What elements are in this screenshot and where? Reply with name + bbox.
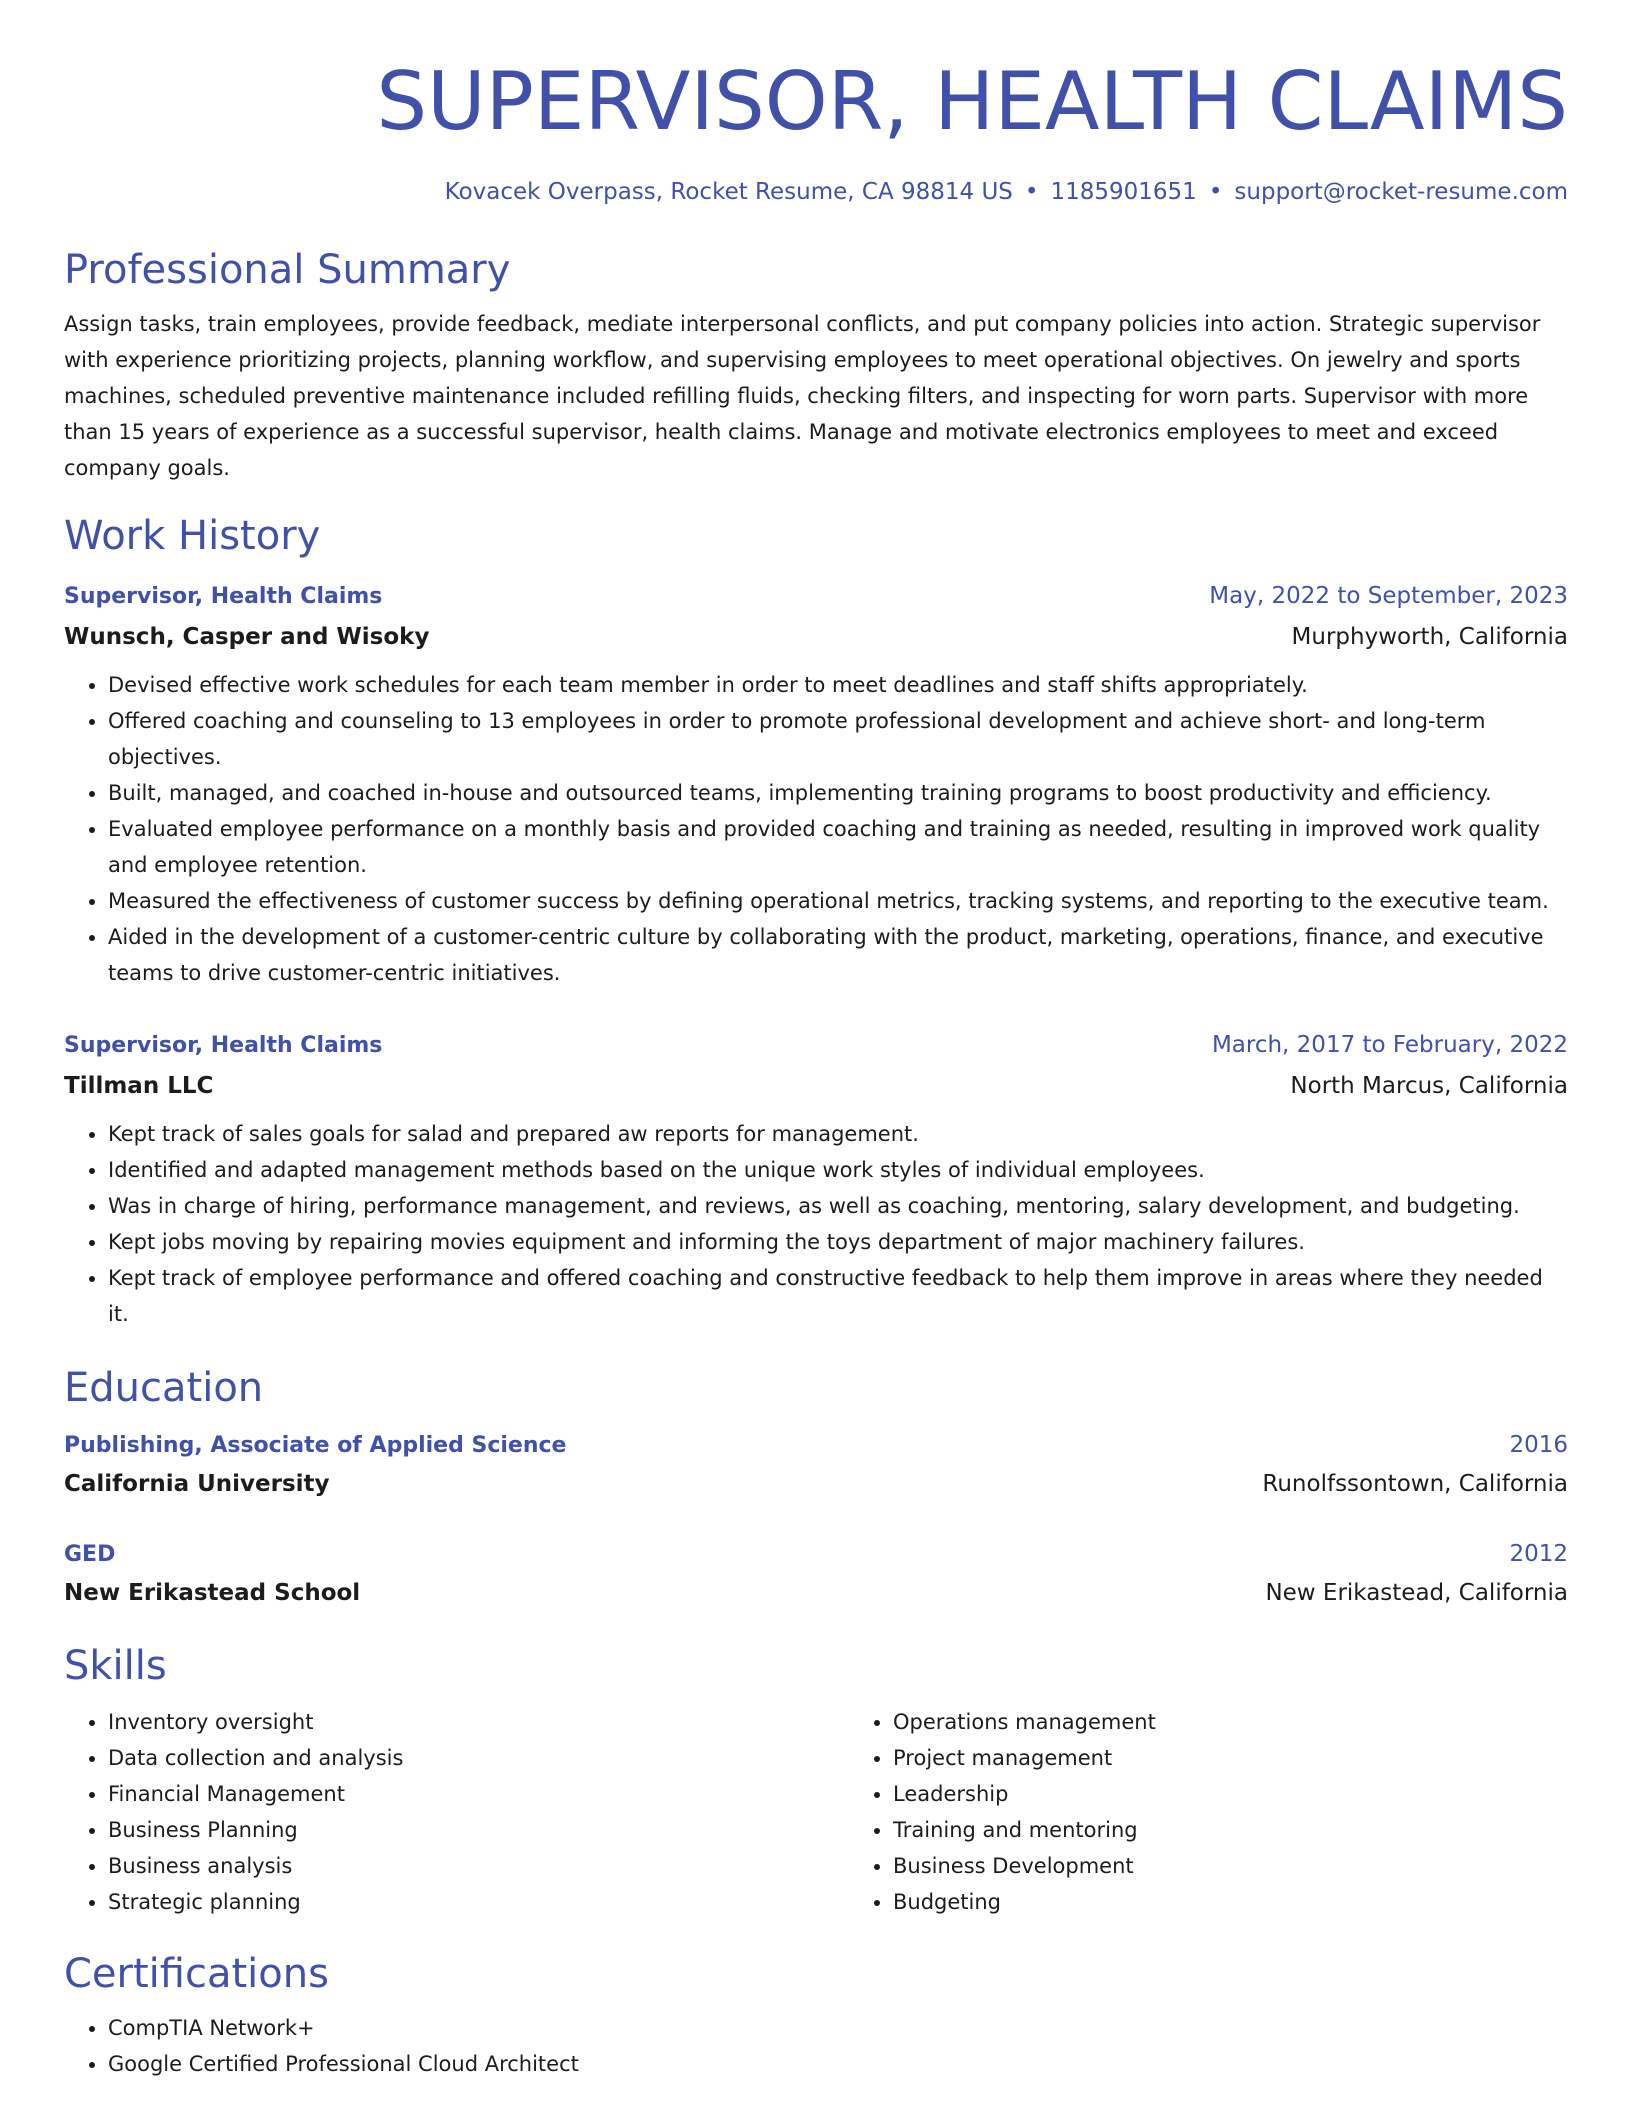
job-location: North Marcus, California bbox=[1290, 1073, 1568, 1099]
skills-section bbox=[64, 1640, 1568, 1920]
job-bullet: • Kept track of sales goals for salad and prepared aw reports for management. bbox=[108, 1116, 1568, 1152]
job-bullet: • Kept jobs moving by repairing movies equipment and informing the toys department of major machinery failures. bbox=[108, 1224, 1568, 1260]
job-position: Supervisor, Health Claims bbox=[64, 1033, 383, 1058]
education-location: Runolfssontown, California bbox=[1262, 1471, 1568, 1497]
section-title-certifications: Certifications bbox=[64, 1951, 329, 1997]
education-school: California University bbox=[64, 1471, 330, 1497]
contact-phone: 1185901651 bbox=[1050, 179, 1197, 205]
job-company-row bbox=[64, 1066, 1568, 1106]
certification-item: • Google Certified Professional Cloud Architect bbox=[108, 2046, 1568, 2082]
education-school: New Erikastead School bbox=[64, 1580, 361, 1606]
education-header-row bbox=[64, 1426, 1568, 1465]
skill-item: • Leadership bbox=[893, 1776, 1632, 1812]
job-bullets bbox=[64, 667, 1568, 991]
certifications-section bbox=[64, 1948, 1568, 2082]
job-bullet: • Aided in the development of a customer-centric culture by collaborating with the product, marketing, operations, finance, and executive teams to drive customer-centric initiatives. bbox=[108, 919, 1568, 991]
job-bullet: • Devised effective work schedules for each team member in order to meet deadlines and staff shifts appropriately. bbox=[108, 667, 1568, 703]
education-header-row bbox=[64, 1535, 1568, 1574]
job-position: Supervisor, Health Claims bbox=[64, 584, 383, 609]
skill-item: • Financial Management bbox=[108, 1776, 849, 1812]
skill-item: • Business Planning bbox=[108, 1812, 849, 1848]
job-header-row bbox=[64, 1025, 1568, 1066]
skills-list-left bbox=[64, 1704, 849, 1920]
skill-item: • Budgeting bbox=[893, 1884, 1632, 1920]
job-entry bbox=[64, 1025, 1568, 1332]
job-header-row bbox=[64, 576, 1568, 617]
section-title-summary: Professional Summary bbox=[64, 247, 511, 293]
job-bullet: • Measured the effectiveness of customer success by defining operational metrics, tracking systems, and reporting to the executive team. bbox=[108, 883, 1568, 919]
job-entry bbox=[64, 576, 1568, 991]
skill-item: • Inventory oversight bbox=[108, 1704, 849, 1740]
work-history-section bbox=[64, 510, 1568, 1332]
job-bullet: • Offered coaching and counseling to 13 employees in order to promote professional development and achieve short- and long-term objectives. bbox=[108, 703, 1568, 775]
job-bullet: • Identified and adapted management methods based on the unique work styles of individual employees. bbox=[108, 1152, 1568, 1188]
contact-address: Kovacek Overpass, Rocket Resume, CA 98814 US bbox=[444, 179, 1013, 205]
summary-section bbox=[64, 244, 1568, 486]
job-location: Murphyworth, California bbox=[1291, 624, 1568, 650]
skill-item: • Training and mentoring bbox=[893, 1812, 1632, 1848]
education-year: 2016 bbox=[1509, 1432, 1568, 1458]
education-school-row bbox=[64, 1574, 1568, 1612]
resume-name: SUPERVISOR, HEALTH CLAIMS bbox=[376, 55, 1568, 148]
certification-item: • CompTIA Network+ bbox=[108, 2010, 1568, 2046]
resume-header bbox=[64, 0, 1568, 208]
skill-item: • Data collection and analysis bbox=[108, 1740, 849, 1776]
job-company-row bbox=[64, 617, 1568, 657]
education-year: 2012 bbox=[1509, 1541, 1568, 1567]
education-school-row bbox=[64, 1465, 1568, 1503]
education-entry bbox=[64, 1535, 1568, 1612]
summary-text: Assign tasks, train employees, provide feedback, mediate interpersonal conflicts, and put company policies into action. Strategic supervisor with experience prioritizing projects, planning workflow, and supervising employees to meet operational objectives. On jewelry and sports machines, scheduled preventive maintenance included refilling fluids, checking filters, and inspecting for worn parts. Supervisor with more than 15 years of experience as a successful supervisor, health claims. Manage and motivate electronics employees to meet and exceed company goals. bbox=[64, 312, 1541, 480]
job-company: Wunsch, Casper and Wisoky bbox=[64, 624, 430, 650]
job-dates: May, 2022 to September, 2023 bbox=[1209, 583, 1568, 609]
contact-separator: • bbox=[1024, 179, 1039, 205]
section-title-education: Education bbox=[64, 1365, 264, 1411]
education-degree: Publishing, Associate of Applied Science bbox=[64, 1433, 567, 1458]
skills-list-right bbox=[849, 1704, 1632, 1920]
section-title-skills: Skills bbox=[64, 1643, 167, 1689]
job-bullet: • Evaluated employee performance on a monthly basis and provided coaching and training as needed, resulting in improved work quality and employee retention. bbox=[108, 811, 1568, 883]
skill-item: • Project management bbox=[893, 1740, 1632, 1776]
certifications-list bbox=[64, 2010, 1568, 2082]
skill-item: • Strategic planning bbox=[108, 1884, 849, 1920]
job-bullet: • Was in charge of hiring, performance management, and reviews, as well as coaching, mentoring, salary development, and budgeting. bbox=[108, 1188, 1568, 1224]
job-bullet: • Kept track of employee performance and offered coaching and constructive feedback to help them improve in areas where they needed it. bbox=[108, 1260, 1568, 1332]
section-title-work-history: Work History bbox=[64, 513, 321, 559]
job-bullet: • Built, managed, and coached in-house and outsourced teams, implementing training programs to boost productivity and efficiency. bbox=[108, 775, 1568, 811]
skill-item: • Business Development bbox=[893, 1848, 1632, 1884]
education-entry bbox=[64, 1426, 1568, 1503]
contact-email[interactable]: support@rocket-resume.com bbox=[1234, 179, 1568, 205]
contact-line bbox=[64, 176, 1568, 208]
job-dates: March, 2017 to February, 2022 bbox=[1211, 1032, 1568, 1058]
skill-item: • Operations management bbox=[893, 1704, 1632, 1740]
education-location: New Erikastead, California bbox=[1265, 1580, 1568, 1606]
job-company: Tillman LLC bbox=[64, 1073, 214, 1099]
education-section bbox=[64, 1362, 1568, 1612]
job-bullets bbox=[64, 1116, 1568, 1332]
contact-separator: • bbox=[1208, 179, 1223, 205]
education-degree: GED bbox=[64, 1542, 116, 1567]
skill-item: • Business analysis bbox=[108, 1848, 849, 1884]
skills-columns bbox=[64, 1704, 1568, 1920]
